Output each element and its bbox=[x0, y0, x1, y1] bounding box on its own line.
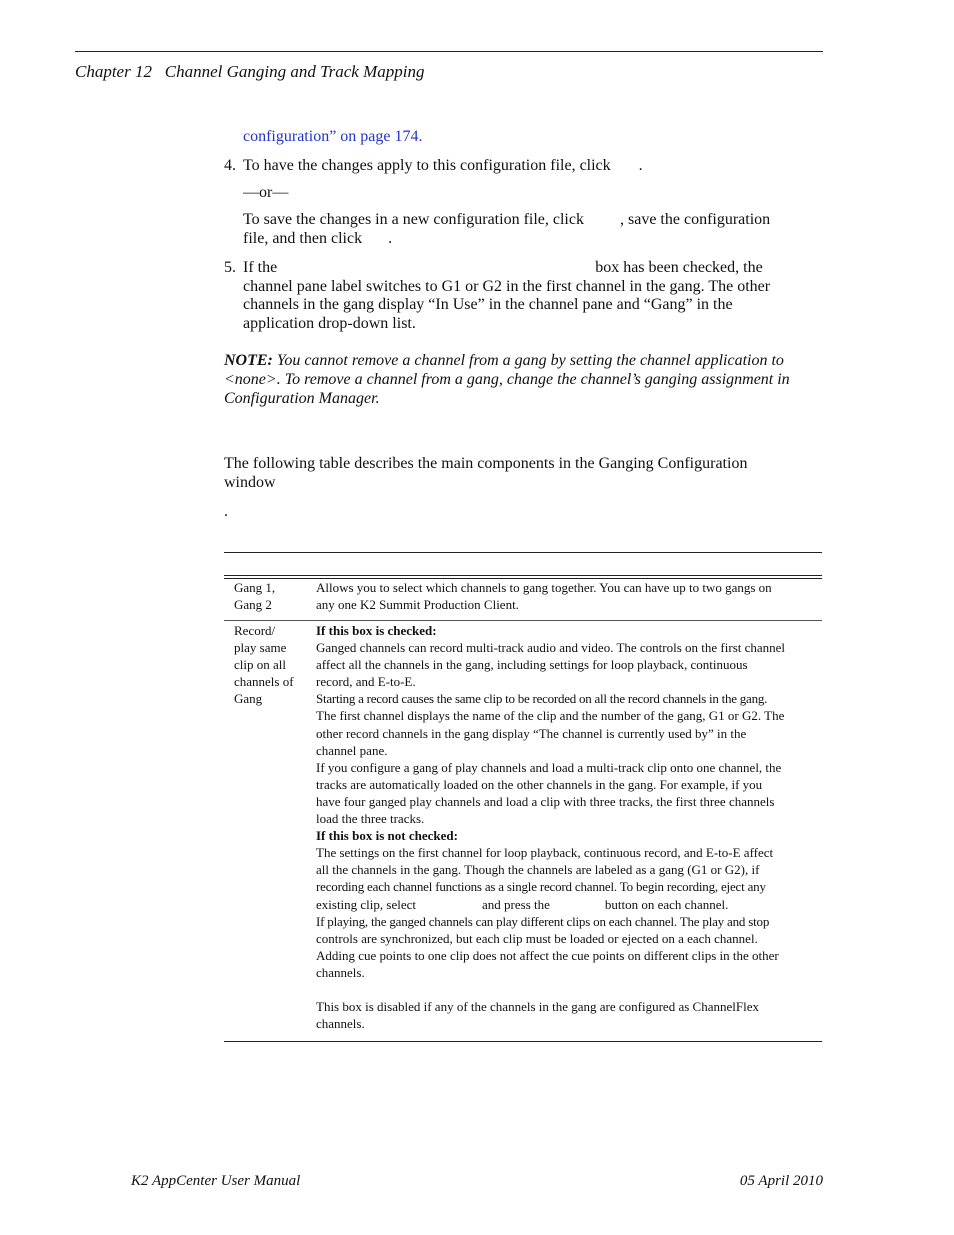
footer-manual-title: K2 AppCenter User Manual bbox=[131, 1173, 301, 1189]
table-top-rule bbox=[224, 552, 822, 553]
eject-line: existing clip, select and press the button on each channel. bbox=[316, 896, 729, 912]
step-4: 4. To have the changes apply to this configuration file, click . bbox=[224, 157, 643, 174]
table-row-gang-description: Allows you to select which channels to gang together. You can have up to two gangs on any one K2 Summit Production Client. bbox=[316, 580, 772, 613]
chapter-number: Chapter 12 bbox=[75, 62, 152, 81]
table-row-record-play-description: If this box is checked: Ganged channels can record multi-track audio and video. The controls on the first channel affect all the channels in the gang, including settings for loop playback, continuous record, and E-to-E. Starting a record causes the same clip to be recorded on all the record channels in the gang. The first channel displays the name of the clip and the number of the gang, G1 or G2. The other record channels in the gang display “The channel is currently used by” in the channel pane. If you configure a gang of play channels and load a multi-track clip onto one channel, the tracks are automatically loaded on the other channels in the gang. For example, if you have four ganged play channels and load a clip with three tracks, the first three channels load the three tracks. If this box is not checked: The settings on the first channel for loop playback, continuous record, and E-to-E affect all the channels in the gang. Though the channels are labeled as a gang (G1 or G2), if recording each channel functions as a single record channel. To begin recording, eject any existing clip, select and press the button on each channel. If playing, the ganged channels can play different clips on each channel. The play and stop controls are synchronized, but each clip must be loaded or ejected on a each channel. Adding cue points to one clip does not affect the cue points on different clips in the other channels. This box is disabled if any of the channels in the gang are configured as ChannelFlex channels. bbox=[316, 622, 816, 1032]
unchecked-heading: If this box is not checked: bbox=[316, 828, 458, 844]
continuation-line: configuration” on page 174. bbox=[243, 128, 423, 145]
table-row-divider bbox=[224, 620, 822, 621]
step-5: 5. If the box has been checked, the channel pane label switches to G1 or G2 in the first channel in the gang. The other channels in the gang display “In Use” in the channel pane and “Gang” in the application drop-down list. bbox=[224, 259, 771, 333]
chapter-title: Channel Ganging and Track Mapping bbox=[164, 62, 425, 81]
step-number: 5. bbox=[224, 259, 236, 276]
note-block bbox=[224, 351, 814, 408]
note-text: You cannot remove a channel from a gang by setting the channel application to <none>. To remove a channel from a gang, change the channel’s ganging assignment in Configuration Manager. bbox=[224, 352, 790, 407]
intro-period: . bbox=[224, 503, 228, 520]
table-row-gang-label: Gang 1, Gang 2 bbox=[234, 580, 276, 613]
header-rule bbox=[75, 51, 823, 52]
or-separator: —or— bbox=[243, 184, 289, 201]
table-row-record-play-label: Record/ play same clip on all channels of Gang bbox=[234, 623, 294, 707]
page-link[interactable]: configuration” on page 174 bbox=[243, 128, 419, 145]
footer-date: 05 April 2010 bbox=[739, 1173, 823, 1189]
table-header-rule bbox=[224, 575, 822, 576]
step-text: To have the changes apply to this configuration file, click bbox=[243, 157, 611, 174]
step-number: 4. bbox=[224, 157, 236, 174]
table-intro: The following table describes the main components in the Ganging Configuration window bbox=[224, 455, 748, 491]
step-4-alternative: To save the changes in a new configuration file, click , save the configuration file, and then click . bbox=[243, 211, 771, 247]
checked-heading: If this box is checked: bbox=[316, 623, 437, 638]
page-header bbox=[75, 62, 424, 82]
note-label: NOTE: bbox=[224, 352, 273, 369]
table-bottom-rule bbox=[224, 1041, 822, 1042]
